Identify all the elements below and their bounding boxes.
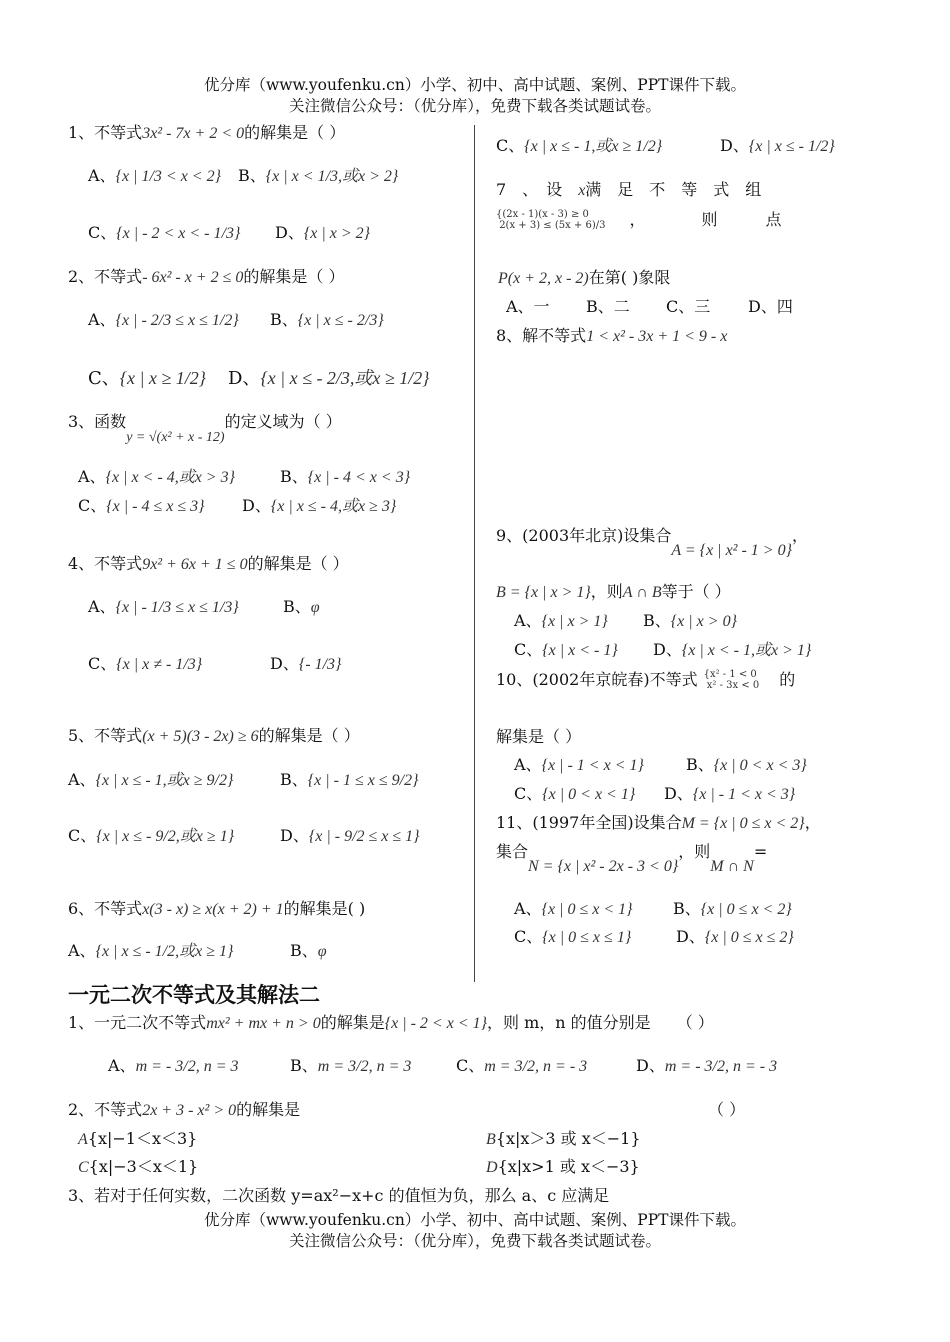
column-divider bbox=[474, 125, 475, 982]
q4-option-c: C、{x | x ≠ - 1/3} bbox=[88, 654, 203, 673]
q5-option-c: C、{x | x ≤ - 9/2,或x ≥ 1} bbox=[68, 826, 235, 845]
footer-line-1: 优分库（www.youfenku.cn）小学、初中、高中试题、案例、PPT课件下载。 bbox=[203, 1211, 747, 1229]
q11-set-n: 集合N = {x | x² - 2x - 3 < 0}，则M ∩ N= bbox=[496, 842, 768, 875]
q7-option-c: C、三 bbox=[666, 297, 711, 316]
question-4: 4、不等式9x² + 6x + 1 ≤ 0的解集是（ ） bbox=[68, 554, 349, 573]
s2-q1-option-d: D、m = - 3/2, n = - 3 bbox=[636, 1056, 778, 1075]
q1-option-a: A、{x | 1/3 < x < 2} bbox=[88, 166, 221, 185]
s2-question-3: 3、若对于任何实数，二次函数 y=ax²−x+c 的值恒为负，那么 a、c 应满足 bbox=[68, 1186, 610, 1205]
q1-option-b: B、{x | x < 1/3,或x > 2} bbox=[238, 166, 399, 185]
question-2: 2、不等式- 6x² - x + 2 ≤ 0的解集是（ ） bbox=[68, 267, 345, 286]
q10-option-d: D、{x | - 1 < x < 3} bbox=[664, 784, 796, 803]
q7-option-d: D、四 bbox=[748, 297, 793, 316]
q3-option-a: A、{x | x < - 4,或x > 3} bbox=[78, 467, 235, 486]
q11-option-d: D、{x | 0 ≤ x ≤ 2} bbox=[676, 927, 794, 946]
s2-q2-option-c: C{x|−3＜x＜1} bbox=[78, 1157, 199, 1176]
question-7: 7 、 设 x满 足 不 等 式 组 bbox=[496, 180, 762, 199]
q7-option-a: A、一 bbox=[506, 297, 550, 316]
q3-option-c: C、{x | - 4 ≤ x ≤ 3} bbox=[78, 496, 205, 515]
question-9: 9、(2003年北京)设集合A = {x | x² - 1 > 0}， bbox=[496, 526, 809, 559]
q11-option-b: B、{x | 0 ≤ x < 2} bbox=[673, 899, 792, 918]
question-3: 3、函数y = √(x² + x - 12)的定义域为（ ） bbox=[68, 412, 342, 445]
q11-option-a: A、{x | 0 ≤ x < 1} bbox=[514, 899, 633, 918]
s2-q1-option-a: A、m = - 3/2, n = 3 bbox=[108, 1056, 239, 1075]
q7-system: {(2x - 1)(x - 3) ≥ 0 2(x + 3) ≤ (5x + 6)/3 ， 则 点 bbox=[496, 209, 782, 231]
q7-option-b: B、二 bbox=[586, 297, 630, 316]
question-6: 6、不等式x(3 - x) ≥ x(x + 2) + 1的解集是( ) bbox=[68, 899, 366, 918]
q5-option-b: B、{x | - 1 ≤ x ≤ 9/2} bbox=[280, 770, 419, 789]
q3-option-d: D、{x | x ≤ - 4,或x ≥ 3} bbox=[242, 496, 397, 515]
s2-question-1: 1、一元二次不等式mx² + mx + n > 0的解集是{x | - 2 < x < 1}，则 m，n 的值分别是 （ ） bbox=[68, 1013, 714, 1032]
s2-q2-paren: （ ） bbox=[708, 1100, 746, 1119]
question-10: 10、(2002年京皖春)不等式 {x² - 1 < 0 x² - 3x < 0 的 bbox=[496, 669, 796, 691]
q5-option-a: A、{x | x ≤ - 1,或x ≥ 9/2} bbox=[68, 770, 234, 789]
q3-option-b: B、{x | - 4 < x < 3} bbox=[280, 467, 411, 486]
q6-option-a: A、{x | x ≤ - 1/2,或x ≥ 1} bbox=[68, 941, 234, 960]
q4-option-a: A、{x | - 1/3 ≤ x ≤ 1/3} bbox=[88, 597, 239, 616]
question-11: 11、(1997年全国)设集合M = {x | 0 ≤ x < 2}， bbox=[496, 813, 821, 832]
question-1: 1、不等式3x² - 7x + 2 < 0的解集是（ ） bbox=[68, 123, 346, 142]
s2-q1-option-b: B、m = 3/2, n = 3 bbox=[290, 1056, 412, 1075]
question-5: 5、不等式(x + 5)(3 - 2x) ≥ 6的解集是（ ） bbox=[68, 726, 360, 745]
q10-option-c: C、{x | 0 < x < 1} bbox=[514, 784, 636, 803]
q2-option-b: B、{x | x ≤ - 2/3} bbox=[270, 310, 384, 329]
q6-option-c: C、{x | x ≤ - 1,或x ≥ 1/2} bbox=[496, 136, 663, 155]
section-title: 一元二次不等式及其解法二 bbox=[68, 983, 320, 1007]
s2-q2-option-d: D{x|x>1 或 x＜−3} bbox=[486, 1157, 640, 1176]
q9-option-c: C、{x | x < - 1} bbox=[514, 640, 618, 659]
q2-option-d: D、{x | x ≤ - 2/3,或x ≥ 1/2} bbox=[228, 368, 430, 389]
q6-option-d: D、{x | x ≤ - 1/2} bbox=[720, 136, 835, 155]
header-line-2: 关注微信公众号：（优分库），免费下载各类试题试卷。 bbox=[288, 97, 661, 115]
q7-point: P(x + 2, x - 2)在第( )象限 bbox=[498, 268, 671, 287]
footer-line-2: 关注微信公众号：（优分库），免费下载各类试题试卷。 bbox=[288, 1232, 661, 1250]
s2-q2-option-a: A{x|−1＜x＜3} bbox=[78, 1129, 198, 1148]
s2-q2-option-b: B{x|x＞3 或 x＜−1} bbox=[486, 1129, 641, 1148]
q2-option-a: A、{x | - 2/3 ≤ x ≤ 1/2} bbox=[88, 310, 239, 329]
q4-option-b: B、φ bbox=[283, 597, 320, 616]
question-8: 8、解不等式1 < x² - 3x + 1 < 9 - x bbox=[496, 326, 728, 345]
s2-question-2: 2、不等式2x + 3 - x² > 0的解集是 bbox=[68, 1100, 301, 1119]
header-line-1: 优分库（www.youfenku.cn）小学、初中、高中试题、案例、PPT课件下载。 bbox=[203, 76, 747, 94]
q9-set-b: B = {x | x > 1}，则A ∩ B等于（ ） bbox=[496, 582, 731, 601]
q11-option-c: C、{x | 0 ≤ x ≤ 1} bbox=[514, 927, 632, 946]
s2-q1-option-c: C、m = 3/2, n = - 3 bbox=[456, 1056, 588, 1075]
q9-option-a: A、{x | x > 1} bbox=[514, 611, 608, 630]
q9-option-d: D、{x | x < - 1,或x > 1} bbox=[653, 640, 812, 659]
q4-option-d: D、{- 1/3} bbox=[270, 654, 342, 673]
q2-option-c: C、{x | x ≥ 1/2} bbox=[88, 368, 206, 389]
q10-answer-prompt: 解集是（ ） bbox=[496, 727, 582, 746]
q5-option-d: D、{x | - 9/2 ≤ x ≤ 1} bbox=[280, 826, 420, 845]
q1-option-c: C、{x | - 2 < x < - 1/3} bbox=[88, 223, 241, 242]
q1-option-d: D、{x | x > 2} bbox=[275, 223, 371, 242]
q10-option-b: B、{x | 0 < x < 3} bbox=[686, 755, 807, 774]
q10-option-a: A、{x | - 1 < x < 1} bbox=[514, 755, 644, 774]
q6-option-b: B、φ bbox=[290, 941, 327, 960]
q9-option-b: B、{x | x > 0} bbox=[643, 611, 737, 630]
